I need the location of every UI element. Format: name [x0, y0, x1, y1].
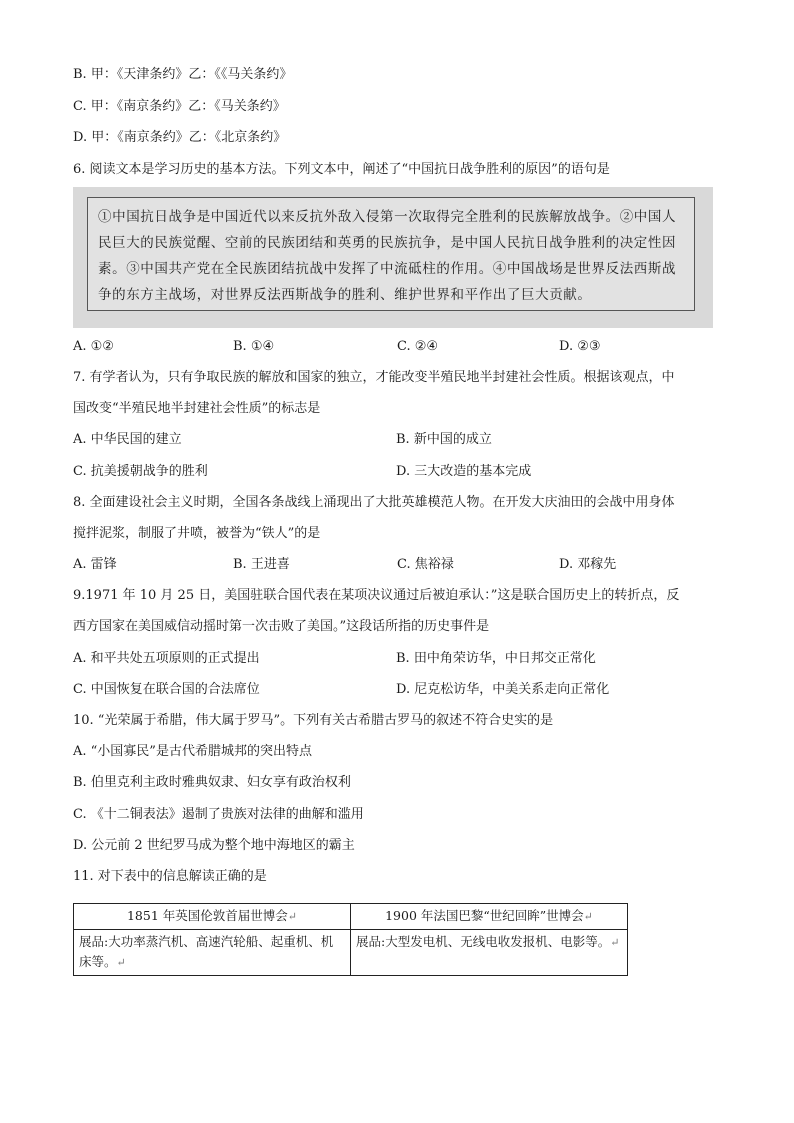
q6-option-c: C. ②④	[397, 339, 439, 354]
q11-expo-table	[73, 903, 628, 976]
table-cell-col1-body: 展品:大功率蒸汽机、高速汽轮船、起重机、机床等。↵	[74, 930, 351, 976]
q6-options	[73, 337, 733, 357]
q10-option-d: D. 公元前 2 世纪罗马成为整个地中海地区的霸主	[73, 838, 355, 853]
paragraph-mark-icon: ↵	[116, 956, 126, 969]
q6-option-a: A. ①②	[73, 339, 114, 354]
q6-option-b: B. ①④	[233, 339, 275, 354]
table-row	[74, 904, 628, 930]
q9-stem-line2: 西方国家在美国威信动摇时第一次击败了美国。”这段话所指的历史事件是	[73, 619, 490, 634]
q9-option-c: C. 中国恢复在联合国的合法席位	[73, 682, 260, 697]
table-cell-col2-body: 展品:大型发电机、无线电收发报机、电影等。↵	[351, 930, 628, 976]
q9-option-d: D. 尼克松访华，中美关系走向正常化	[396, 682, 610, 697]
q8-option-d: D. 邓稼先	[559, 557, 617, 572]
q8-option-c: C. 焦裕禄	[397, 557, 454, 572]
q5-option-b: B. 甲：《天津条约》乙：《《马关条约》	[73, 67, 293, 82]
q7-option-b: B. 新中国的成立	[396, 432, 492, 447]
q8-stem-line1: 8. 全面建设社会主义时期，全国各条战线上涌现出了大批英雄模范人物。在开发大庆油田的会战中用身体	[73, 495, 675, 510]
q5-option-d: D. 甲：《南京条约》乙：《北京条约》	[73, 130, 287, 145]
paragraph-mark-icon: ↵	[287, 910, 297, 923]
q8-option-a: A. 雷锋	[73, 557, 117, 572]
q8-option-b: B. 王进喜	[233, 557, 290, 572]
q9-option-a: A. 和平共处五项原则的正式提出	[73, 651, 260, 666]
paragraph-mark-icon: ↵	[610, 936, 620, 949]
paragraph-mark-icon: ↵	[583, 910, 593, 923]
q9-options-row1	[73, 649, 733, 669]
q10-stem: 10. “光荣属于希腊，伟大属于罗马”。下列有关古希腊古罗马的叙述不符合史实的是	[73, 713, 554, 728]
q6-quote-text: ①中国抗日战争是中国近代以来反抗外敌入侵第一次取得完全胜利的民族解放战争。②中国人民巨大的民族觉醒、空前的民族团结和英勇的民族抗争，是中国人民抗日战争胜利的决定性因素。③中国共产党在全民族团结抗战中发挥了中流砥柱的作用。④中国战场是世界反法西斯战争的东方主战场，对世界反法西斯战争的胜利、维护世界和平作出了巨大贡献。	[87, 197, 695, 311]
q6-stem: 6. 阅读文本是学习历史的基本方法。下列文本中，阐述了“中国抗日战争胜利的原因”的语句是	[73, 162, 610, 177]
q7-option-d: D. 三大改造的基本完成	[396, 464, 532, 479]
q11-stem: 11. 对下表中的信息解读正确的是	[73, 869, 267, 884]
q10-option-a: A. “小国寡民”是古代希腊城邦的突出特点	[73, 744, 312, 759]
q8-options	[73, 555, 733, 575]
q5-option-c: C. 甲：《南京条约》乙：《马关条约》	[73, 99, 286, 114]
q9-stem-line1: 9.1971 年 10 月 25 日，美国驻联合国代表在某项决议通过后被迫承认：”这是联合国历史上的转折点，反	[73, 588, 680, 603]
q10-option-c: C. 《十二铜表法》遏制了贵族对法律的曲解和滥用	[73, 807, 364, 822]
table-cell-col1-head: 1851 年英国伦敦首届世博会↵	[74, 904, 351, 930]
q8-stem-line2: 搅拌泥浆，制服了井喷，被誉为“铁人”的是	[73, 526, 321, 541]
q9-options-row2	[73, 680, 733, 700]
table-cell-col2-head: 1900 年法国巴黎“世纪回眸”世博会↵	[351, 904, 628, 930]
q7-options-row1	[73, 430, 733, 450]
q6-option-d: D. ②③	[559, 339, 601, 354]
q9-option-b: B. 田中角荣访华，中日邦交正常化	[396, 651, 596, 666]
q7-stem-line2: 国改变“半殖民地半封建社会性质”的标志是	[73, 401, 321, 416]
q10-option-b: B. 伯里克利主政时雅典奴隶、妇女享有政治权利	[73, 775, 351, 790]
q6-quote-image	[73, 187, 713, 328]
table-row	[74, 930, 628, 976]
q7-stem-line1: 7. 有学者认为，只有争取民族的解放和国家的独立，才能改变半殖民地半封建社会性质。根据该观点，中	[73, 370, 675, 385]
q7-options-row2	[73, 462, 733, 482]
q7-option-a: A. 中华民国的建立	[73, 432, 182, 447]
q7-option-c: C. 抗美援朝战争的胜利	[73, 464, 208, 479]
